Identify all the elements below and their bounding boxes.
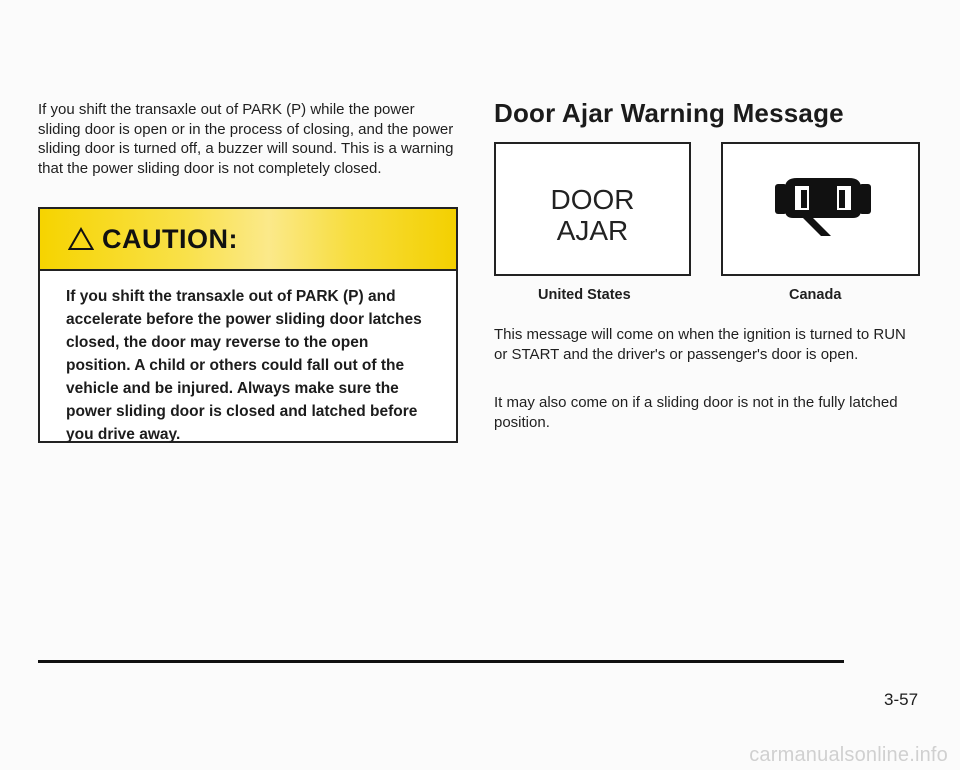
footer-rule bbox=[38, 660, 844, 663]
paragraph-sliding-door: It may also come on if a sliding door is not in the fully latched position. bbox=[494, 394, 898, 431]
us-label: United States bbox=[538, 287, 631, 303]
page-number: 3-57 bbox=[884, 690, 919, 709]
door-ajar-symbol-icon bbox=[771, 170, 875, 240]
warning-triangle-icon bbox=[68, 227, 94, 251]
intro-paragraph: If you shift the transaxle out of PARK (P) while the power sliding door is open or in the process of closing, and the power sliding door is turned off, a buzzer will sound. This is a warning that the power sliding door is not completely closed. bbox=[38, 101, 454, 177]
caution-title bbox=[68, 224, 238, 255]
canada-message-panel bbox=[721, 142, 920, 276]
paragraph-ignition: This message will come on when the ignition is turned to RUN or START and the driver's or passenger's door is open. bbox=[494, 326, 906, 363]
us-message-panel bbox=[494, 142, 691, 276]
caution-box bbox=[38, 207, 458, 443]
caution-title-text: CAUTION: bbox=[102, 223, 238, 254]
section-heading: Door Ajar Warning Message bbox=[494, 98, 844, 128]
left-column bbox=[38, 100, 460, 178]
caution-header bbox=[40, 209, 456, 271]
caution-body: If you shift the transaxle out of PARK (P) and accelerate before the power sliding door latches closed, the door may reverse to the open position. A child or others could fall out of the vehicle and be injured. Always make sure the power sliding door is closed and latched before you drive away. bbox=[66, 288, 422, 443]
watermark: carmanualsonline.info bbox=[749, 744, 948, 766]
door-ajar-line-2: AJAR bbox=[556, 215, 629, 246]
door-ajar-text bbox=[496, 184, 689, 246]
door-ajar-line-1: DOOR bbox=[550, 184, 635, 215]
canada-label: Canada bbox=[789, 287, 842, 303]
